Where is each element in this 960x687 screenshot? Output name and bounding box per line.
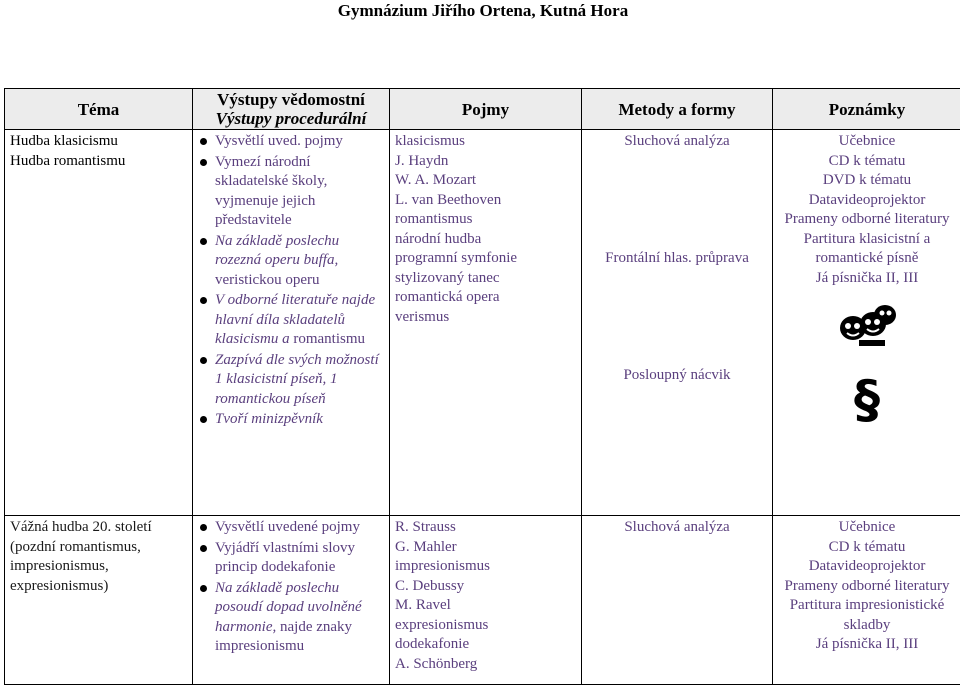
tema-cell: Vážná hudba 20. století (pozdní romantismus, impresionismus, expresionismus) bbox=[5, 516, 193, 685]
list-item bbox=[198, 232, 384, 291]
metoda: Sluchová analýza bbox=[624, 519, 730, 535]
tema-item: Hudba romantismu bbox=[10, 152, 126, 169]
page-title: Gymnázium Jiřího Ortena, Kutná Hora bbox=[337, 1, 629, 20]
list-item bbox=[198, 539, 384, 578]
metoda: Sluchová analýza bbox=[624, 133, 730, 149]
poznamka: Učebnice bbox=[838, 133, 896, 149]
pojem: R. Strauss bbox=[395, 519, 456, 535]
list-item-text-italic: Na základě poslechu rozezná operu buffa, bbox=[215, 232, 340, 268]
pojem: impresionismus bbox=[395, 558, 491, 574]
pojem: verismus bbox=[395, 308, 450, 325]
pojem: J. Haydn bbox=[395, 152, 449, 169]
spacer bbox=[587, 191, 767, 211]
list-item bbox=[198, 518, 384, 538]
poznamky-cell bbox=[773, 130, 960, 516]
pojem: C. Debussy bbox=[395, 577, 465, 594]
spacer bbox=[587, 152, 767, 172]
poznamka: Já písnička II, III bbox=[815, 269, 919, 286]
spacer bbox=[587, 269, 767, 289]
poznamka: Partitura klasicistní a romantické písně bbox=[803, 230, 931, 266]
list-item-text: Vymezí národní skladatelské školy, vyjmenuje jejich představitele bbox=[215, 153, 328, 228]
list-item-text: romantismu bbox=[293, 331, 365, 347]
header-vystupy-line2: Výstupy procedurální bbox=[215, 109, 367, 128]
tema-item: Hudba klasicismu bbox=[10, 133, 118, 149]
pojem: romantismus bbox=[395, 211, 473, 227]
header-poznamky: Poznámky bbox=[773, 89, 960, 130]
list-item-text-italic: V odborné literatuře najde hlavní díla skladatelů klasicismu a bbox=[215, 292, 376, 347]
list-item bbox=[198, 153, 384, 231]
poznamka: Já písnička II, III bbox=[815, 636, 919, 652]
list-item bbox=[198, 291, 384, 350]
spacer bbox=[587, 288, 767, 308]
poznamka: DVD k tématu bbox=[822, 172, 912, 188]
pojmy-cell bbox=[390, 130, 582, 516]
list-item bbox=[198, 579, 384, 657]
table-row bbox=[5, 130, 960, 516]
poznamka: CD k tématu bbox=[828, 538, 906, 555]
header-metody: Metody a formy bbox=[582, 89, 773, 130]
header-row bbox=[5, 89, 960, 130]
metoda: Posloupný nácvik bbox=[623, 367, 731, 383]
spacer bbox=[587, 347, 767, 367]
pojem: W. A. Mozart bbox=[395, 172, 477, 188]
list-item-text: najde znaky impresionismu bbox=[215, 618, 353, 654]
pojem: národní hudba bbox=[395, 230, 482, 247]
spacer bbox=[587, 308, 767, 328]
spacer bbox=[587, 230, 767, 250]
list-item-text: Vyjádří vlastními slovy princip dodekafonie bbox=[215, 539, 355, 575]
pojem: L. van Beethoven bbox=[395, 191, 502, 208]
header-pojmy: Pojmy bbox=[390, 89, 582, 130]
metody-cell bbox=[582, 130, 773, 516]
vystupy-cell bbox=[193, 516, 390, 685]
tema-cell bbox=[5, 130, 193, 516]
list-item-text: veristickou operu bbox=[215, 271, 320, 288]
vystupy-list bbox=[198, 132, 384, 430]
list-item-text: Vysvětlí uvedené pojmy bbox=[215, 519, 360, 535]
people-group-icon bbox=[778, 302, 956, 348]
section-sign-icon bbox=[778, 370, 956, 430]
pojem: expresionismus bbox=[395, 616, 489, 633]
pojem: klasicismus bbox=[395, 133, 465, 149]
pojmy-cell bbox=[390, 516, 582, 685]
spacer bbox=[587, 171, 767, 191]
metody-cell bbox=[582, 516, 773, 685]
vystupy-list bbox=[198, 518, 384, 657]
vystupy-cell bbox=[193, 130, 390, 516]
list-item-text-italic: Tvoří minizpěvník bbox=[215, 411, 323, 427]
section-sign-glyph: § bbox=[854, 370, 880, 430]
pojem: M. Ravel bbox=[395, 597, 451, 613]
list-item bbox=[198, 351, 384, 410]
list-item-text: Vysvětlí uved. pojmy bbox=[215, 133, 343, 149]
poznamky-cell bbox=[773, 516, 960, 685]
poznamka: Prameny odborné literatury bbox=[784, 211, 950, 227]
pojem: A. Schönberg bbox=[395, 655, 478, 672]
poznamka: CD k tématu bbox=[828, 152, 906, 169]
spacer bbox=[587, 327, 767, 347]
pojem: dodekafonie bbox=[395, 636, 470, 652]
list-item-text-italic: Zazpívá dle svých možností 1 klasicistní píseň, 1 romantickou píseň bbox=[215, 351, 379, 407]
header-vystupy-line1: Výstupy vědomostní bbox=[217, 90, 365, 109]
pojem: G. Mahler bbox=[395, 538, 457, 555]
poznamka: Datavideoprojektor bbox=[808, 558, 926, 574]
metoda: Frontální hlas. průprava bbox=[605, 250, 749, 266]
pojem: programní symfonie bbox=[395, 250, 518, 266]
header-tema: Téma bbox=[5, 89, 193, 130]
poznamka: Prameny odborné literatury bbox=[784, 577, 950, 594]
poznamka: Partitura impresionistické skladby bbox=[789, 597, 945, 633]
pojem: romantická opera bbox=[395, 289, 500, 305]
poznamka: Učebnice bbox=[838, 519, 896, 535]
list-item-text-italic: Na základě poslechu posoudí dopad uvolněné harmonie, bbox=[215, 579, 362, 635]
list-item bbox=[198, 132, 384, 152]
curriculum-table bbox=[4, 88, 960, 685]
list-item bbox=[198, 410, 384, 430]
header-vystupy bbox=[193, 89, 390, 130]
poznamka: Datavideoprojektor bbox=[808, 191, 926, 208]
spacer bbox=[587, 210, 767, 230]
table-row bbox=[5, 516, 960, 685]
pojem: stylizovaný tanec bbox=[395, 269, 500, 286]
